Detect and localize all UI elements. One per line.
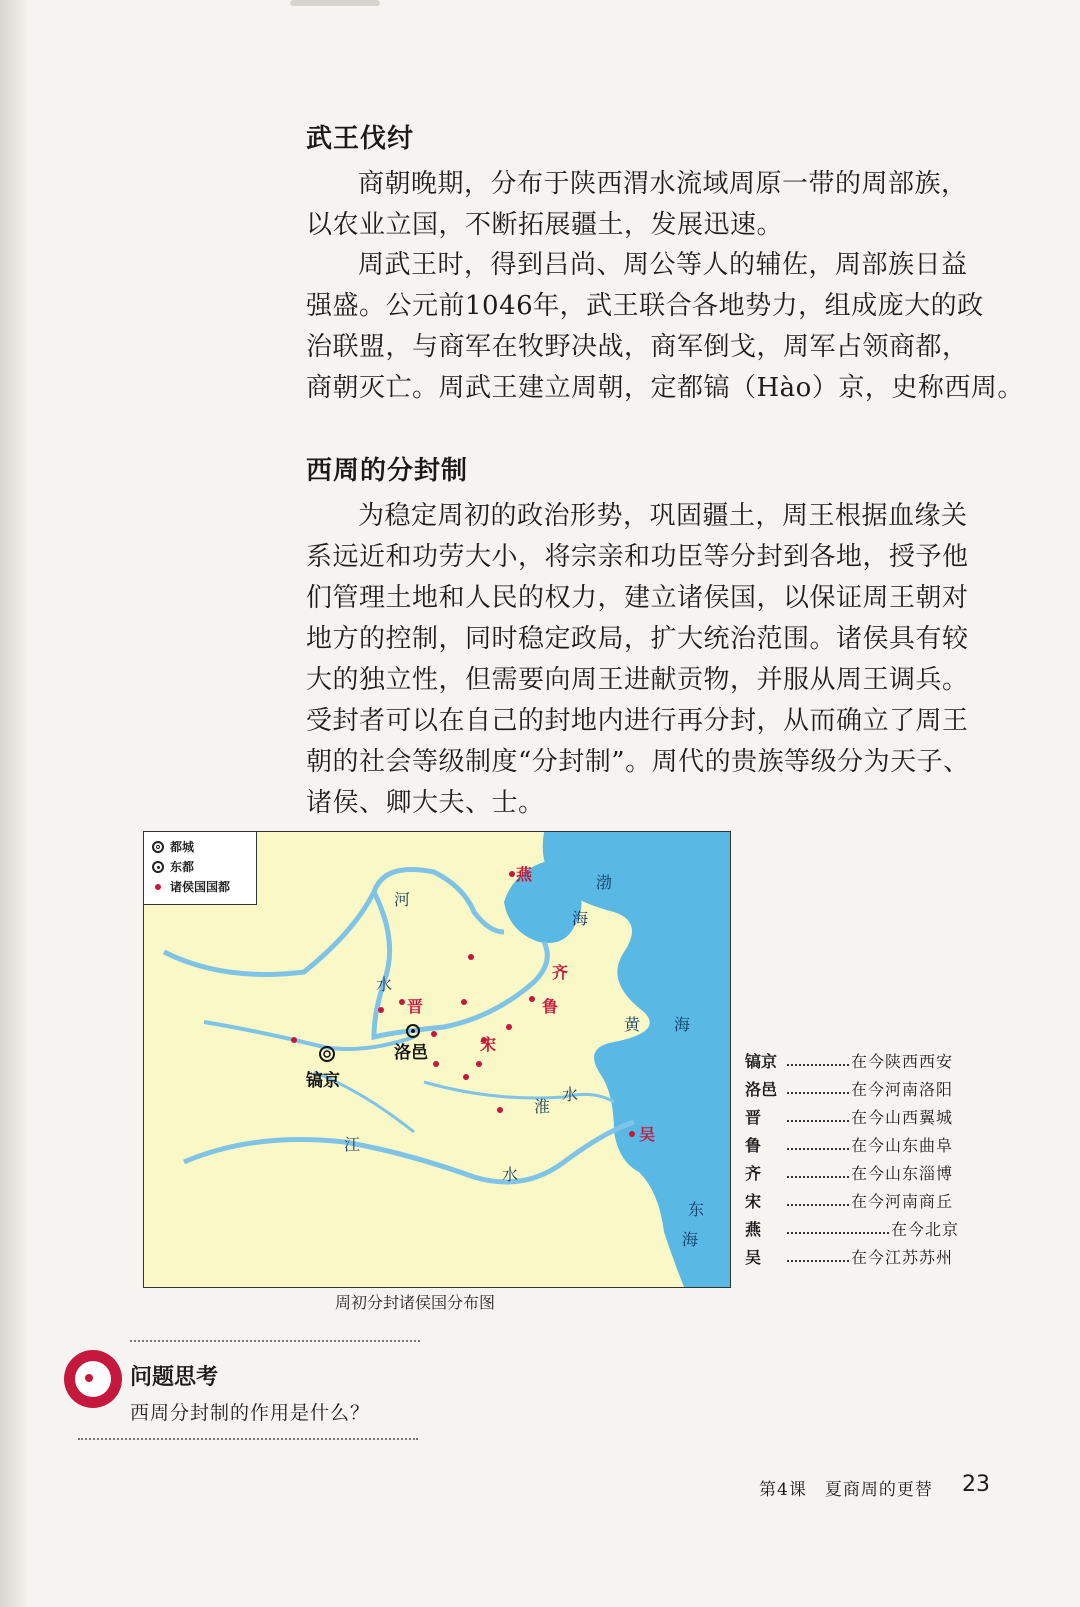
location-place: 在今山东曲阜 (851, 1135, 954, 1155)
text-line: 大的独立性，但需要向周王进献贡物，并服从周王调兵。 (306, 665, 969, 695)
location-name: 镐京 (745, 1051, 778, 1071)
text-line: 朝的社会等级制度“分封制”。周代的贵族等级分为天子、 (306, 747, 970, 777)
dotted-divider (130, 1340, 420, 1342)
leader-dots (787, 1110, 849, 1122)
legend-label: 东都 (170, 860, 195, 874)
location-name: 宋 (745, 1191, 762, 1211)
vassal-dot (461, 999, 467, 1005)
location-place: 在今陕西西安 (851, 1051, 954, 1071)
state-label-lu: 鲁 (542, 997, 559, 1016)
text-line: 们管理土地和人民的权力，建立诸侯国，以保证周王朝对 (306, 583, 969, 613)
location-name: 齐 (745, 1163, 762, 1183)
state-label-wu: 吴 (639, 1125, 656, 1144)
location-place: 在今河南商丘 (851, 1191, 954, 1211)
location-row (745, 1186, 959, 1214)
legend-capital (152, 838, 194, 855)
state-label-song: 宋 (480, 1035, 497, 1054)
text-line: 治联盟，与商军在牧野决战，商军倒戈，周军占领商都， (306, 332, 969, 362)
sea-label: 海 (682, 1230, 699, 1249)
city-label-luoyi: 洛邑 (394, 1043, 428, 1063)
east-capital-symbol-icon (152, 861, 164, 873)
river-label: 河 (394, 890, 411, 909)
paragraph-wuwang-1 (306, 164, 986, 246)
location-place: 在今山东淄博 (851, 1163, 954, 1183)
text-line: 商朝灭亡。周武王建立周朝，定都镐（Hào）京，史称西周。 (306, 373, 1024, 403)
location-name: 洛邑 (745, 1079, 778, 1099)
vassal-dot (497, 1107, 503, 1113)
capital-symbol-icon (152, 841, 164, 853)
vassal-dot (529, 996, 535, 1002)
text-line: 地方的控制，同时稳定政局，扩大统治范围。诸侯具有较 (306, 624, 969, 654)
city-label-haojing: 镐京 (306, 1071, 340, 1091)
text-line: 诸侯、卿大夫、士。 (306, 788, 545, 818)
leader-dots (787, 1138, 849, 1150)
river-label: 淮 (534, 1097, 551, 1116)
text-line: 为稳定周初的政治形势，巩固疆土，周王根据血缘关 (358, 501, 968, 531)
legend-label: 诸侯国国都 (170, 880, 231, 894)
vassal-dot (509, 871, 515, 877)
question-title: 问题思考 (130, 1365, 219, 1390)
location-place: 在今山西翼城 (851, 1107, 954, 1127)
question-icon (64, 1350, 122, 1408)
vassal-dot (399, 999, 405, 1005)
sea-label: 渤 (596, 873, 613, 892)
location-name: 晋 (745, 1107, 762, 1127)
location-row (745, 1242, 959, 1270)
location-row (745, 1130, 959, 1158)
leader-dots (787, 1054, 849, 1066)
vassal-symbol-icon (155, 884, 161, 890)
map-caption: 周初分封诸侯国分布图 (335, 1293, 496, 1312)
text-line: 周武王时，得到吕尚、周公等人的辅佐，周部族日益 (358, 250, 968, 280)
legend-vassal (152, 878, 230, 895)
vassal-dot (291, 1037, 297, 1043)
legend-label: 都城 (170, 840, 195, 854)
state-label-yan: 燕 (516, 865, 533, 884)
sea-label: 海 (674, 1015, 691, 1034)
state-label-jin: 晋 (407, 997, 424, 1016)
location-name: 燕 (745, 1219, 762, 1239)
location-row (745, 1214, 959, 1242)
vassal-dot (433, 1061, 439, 1067)
vassal-dot (629, 1131, 635, 1137)
location-place: 在今北京 (891, 1219, 960, 1239)
vassal-dot (476, 1061, 482, 1067)
vassal-dot (431, 1031, 437, 1037)
paragraph-wuwang-2 (306, 245, 1024, 409)
page-number: 23 (962, 1472, 990, 1497)
leader-dots (787, 1222, 889, 1234)
location-row (745, 1074, 959, 1102)
question-text: 西周分封制的作用是什么？ (130, 1402, 371, 1424)
leader-dots (787, 1166, 849, 1178)
footer-lesson-title: 第4课 夏商周的更替 (759, 1480, 933, 1500)
vassal-dot (468, 954, 474, 960)
map-legend (144, 832, 257, 905)
river-label: 水 (376, 975, 393, 994)
sea-label: 东 (688, 1200, 705, 1219)
text-line: 以农业立国，不断拓展疆土，发展迅速。 (306, 210, 784, 240)
top-mark (290, 0, 380, 6)
location-row (745, 1158, 959, 1186)
legend-east-capital (152, 858, 194, 875)
luoyi-east-capital-inner (411, 1029, 415, 1033)
haojing-capital-inner (324, 1051, 330, 1057)
paragraph-fenfeng (306, 496, 986, 824)
yangtze-river (184, 1122, 634, 1182)
location-row (745, 1046, 959, 1074)
sea-label: 海 (572, 909, 589, 928)
location-row (745, 1102, 959, 1130)
location-name: 吴 (745, 1247, 762, 1267)
vassal-dot (378, 1007, 384, 1013)
river-label: 水 (502, 1165, 519, 1184)
section-heading-wuwang: 武王伐纣 (306, 124, 415, 154)
question-icon-inner (75, 1361, 111, 1397)
location-key (745, 1046, 959, 1270)
leader-dots (787, 1194, 849, 1206)
location-place: 在今江苏苏州 (851, 1247, 954, 1267)
sea-label: 黄 (624, 1015, 641, 1034)
location-name: 鲁 (745, 1135, 762, 1155)
leader-dots (787, 1250, 849, 1262)
text-line: 强盛。公元前1046年，武王联合各地势力，组成庞大的政 (306, 291, 984, 321)
vassal-dot (506, 1024, 512, 1030)
section-heading-fenfeng: 西周的分封制 (306, 456, 469, 486)
state-label-qi: 齐 (552, 963, 569, 982)
huai-river (424, 1082, 614, 1102)
vassal-dot (463, 1074, 469, 1080)
location-place: 在今河南洛阳 (851, 1079, 954, 1099)
question-icon-dot (85, 1374, 93, 1382)
river-label: 江 (344, 1135, 361, 1154)
vassal-states-map (143, 831, 731, 1288)
text-line: 商朝晚期，分布于陕西渭水流域周原一带的周部族， (358, 169, 968, 199)
river-label: 水 (562, 1085, 579, 1104)
page-edge-shadow (0, 0, 30, 1607)
text-line: 系远近和功劳大小，将宗亲和功臣等分封到各地，授予他 (306, 542, 969, 572)
leader-dots (787, 1082, 849, 1094)
dotted-divider (78, 1438, 418, 1440)
text-line: 受封者可以在自己的封地内进行再分封，从而确立了周王 (306, 706, 969, 736)
